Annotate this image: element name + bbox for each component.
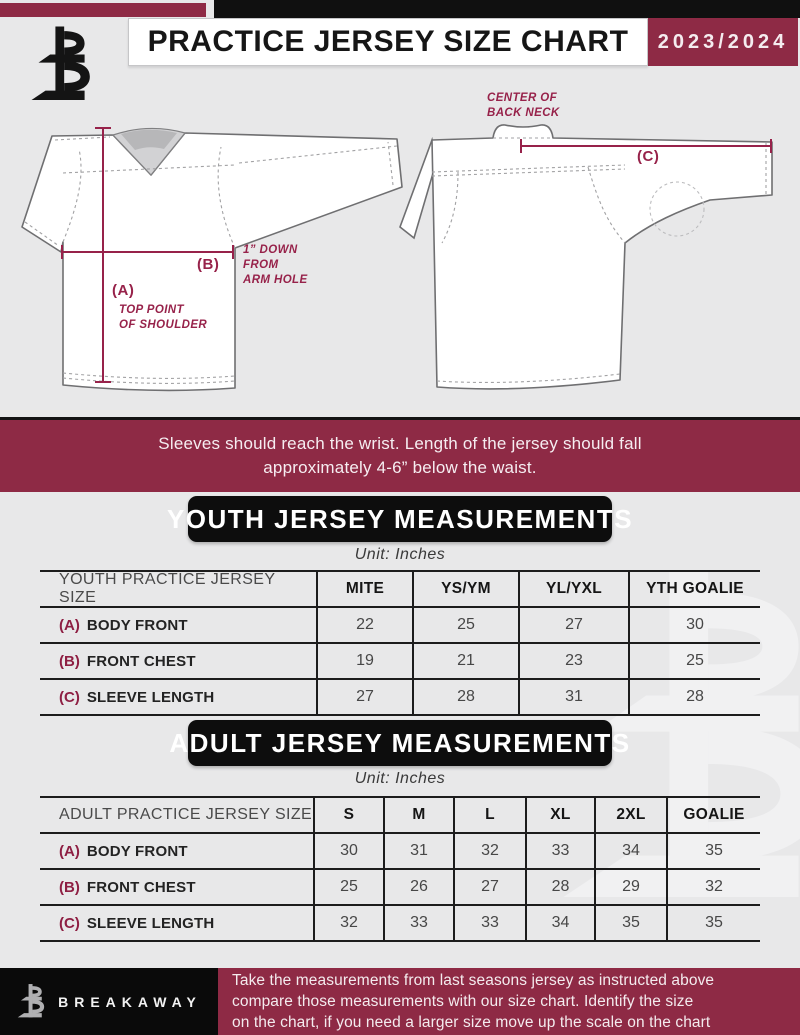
table-row <box>40 906 760 942</box>
footer-brand-name: BREAKAWAY <box>58 993 202 1010</box>
adult-col-s: S <box>315 798 385 832</box>
footer-brand-bar <box>0 968 218 1035</box>
page-title-box <box>128 18 648 66</box>
row-label: BODY FRONT <box>86 616 188 634</box>
measurement-value: 33 <box>455 906 527 940</box>
back-jersey-outline <box>432 125 772 389</box>
breakaway-logo-icon <box>28 24 98 106</box>
measurement-value: 19 <box>318 644 414 678</box>
season-label: 2023/2024 <box>657 30 789 53</box>
row-key: (B) <box>59 652 80 670</box>
page-title: PRACTICE JERSEY SIZE CHART <box>147 25 629 58</box>
youth-col-ysym: YS/YM <box>414 572 520 606</box>
row-key: (C) <box>59 688 80 706</box>
table-row <box>40 834 760 870</box>
adult-size-header: ADULT PRACTICE JERSEY SIZE <box>59 806 313 823</box>
annotation-b-caption: 1” DOWN FROM ARM HOLE <box>243 244 308 286</box>
back-jersey-diagram <box>398 115 798 405</box>
adult-col-goalie: GOALIE <box>683 806 745 823</box>
row-label: SLEEVE LENGTH <box>86 688 215 706</box>
measurement-value: 33 <box>385 906 455 940</box>
measurement-value: 21 <box>414 644 520 678</box>
top-accent-strip-black <box>214 0 800 18</box>
footer-breakaway-logo-icon <box>16 983 48 1020</box>
measurement-value: 25 <box>315 870 385 904</box>
measurement-value: 22 <box>318 608 414 642</box>
top-accent-strip-maroon <box>0 3 206 17</box>
youth-table <box>40 570 760 716</box>
adult-section-header: ADULT JERSEY MEASUREMENTS <box>188 720 612 766</box>
measurement-value: 32 <box>705 878 723 895</box>
row-label: FRONT CHEST <box>86 652 196 670</box>
measurement-value: 31 <box>520 680 630 714</box>
adult-col-2xl: 2XL <box>596 798 668 832</box>
row-label: FRONT CHEST <box>86 878 196 896</box>
measurement-value: 32 <box>315 906 385 940</box>
footer-note-line2: compare those measurements with our size chart. Identify the size <box>232 993 694 1010</box>
annotation-b-key: (B) <box>197 256 220 273</box>
table-row <box>40 644 760 680</box>
youth-col-goalie: YTH GOALIE <box>646 580 744 597</box>
fit-note-banner <box>0 417 800 492</box>
row-key: (B) <box>59 878 80 896</box>
measurement-value: 35 <box>705 914 723 931</box>
youth-col-mite: MITE <box>318 572 414 606</box>
youth-table-header-row <box>40 572 760 608</box>
measurement-value: 25 <box>686 652 704 669</box>
youth-size-header: YOUTH PRACTICE JERSEY SIZE <box>59 572 276 606</box>
measurement-value: 25 <box>414 608 520 642</box>
row-key: (A) <box>59 616 80 634</box>
measurement-value: 35 <box>596 906 668 940</box>
back-left-sleeve <box>400 140 436 238</box>
measurement-value: 35 <box>705 842 723 859</box>
row-label: BODY FRONT <box>86 842 188 860</box>
adult-unit-label: Unit: Inches <box>354 770 446 787</box>
fit-note-line2: approximately 4-6” below the waist. <box>263 458 537 477</box>
measurement-value: 27 <box>455 870 527 904</box>
adult-table <box>40 796 760 942</box>
measurement-value: 28 <box>527 870 596 904</box>
measurement-value: 27 <box>520 608 630 642</box>
measurement-value: 33 <box>527 834 596 868</box>
adult-col-xl: XL <box>527 798 596 832</box>
table-row <box>40 680 760 716</box>
fit-note-line1: Sleeves should reach the wrist. Length of the jersey should fall <box>158 434 642 453</box>
youth-unit-label: Unit: Inches <box>354 546 446 563</box>
adult-table-header-row <box>40 798 760 834</box>
measurement-value: 34 <box>596 834 668 868</box>
footer-instructions <box>218 968 800 1035</box>
annotation-a-key: (A) <box>112 282 135 299</box>
measurement-value: 32 <box>455 834 527 868</box>
annotation-c-key: (C) <box>637 148 660 165</box>
youth-section-header: YOUTH JERSEY MEASUREMENTS <box>188 496 612 542</box>
footer-note-line1: Take the measurements from last seasons jersey as instructed above <box>232 972 715 989</box>
youth-col-ylyxl: YL/YXL <box>520 572 630 606</box>
row-label: SLEEVE LENGTH <box>86 914 215 932</box>
measurement-value: 29 <box>596 870 668 904</box>
measurement-value: 30 <box>315 834 385 868</box>
table-row <box>40 608 760 644</box>
table-row <box>40 870 760 906</box>
measurement-value: 30 <box>686 616 704 633</box>
season-badge <box>648 18 798 66</box>
measurement-value: 31 <box>385 834 455 868</box>
measurement-value: 28 <box>686 688 704 705</box>
row-key: (C) <box>59 914 80 932</box>
annotation-a-caption: TOP POINT OF SHOULDER <box>119 304 208 331</box>
adult-col-m: M <box>385 798 455 832</box>
annotation-back-neck-caption: CENTER OF BACK NECK <box>487 92 560 119</box>
adult-col-l: L <box>455 798 527 832</box>
measurement-value: 26 <box>385 870 455 904</box>
measurement-value: 23 <box>520 644 630 678</box>
footer-note-line3: on the chart, if you need a larger size move up the scale on the chart <box>232 1014 711 1031</box>
measurement-value: 28 <box>414 680 520 714</box>
measurement-value: 27 <box>318 680 414 714</box>
row-key: (A) <box>59 842 80 860</box>
measurement-value: 34 <box>527 906 596 940</box>
